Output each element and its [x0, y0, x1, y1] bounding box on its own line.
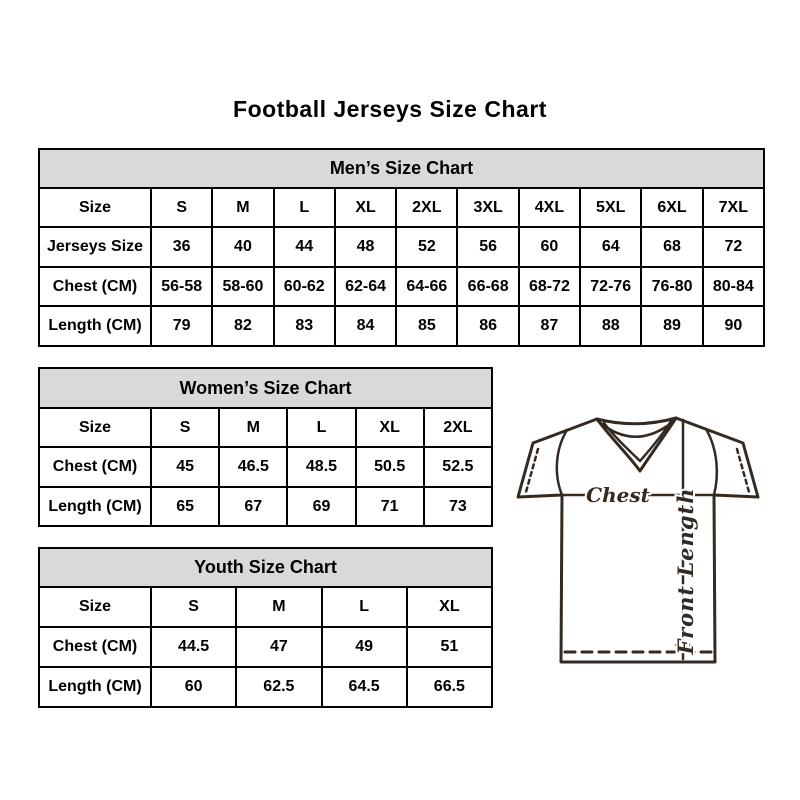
table-cell: 90: [703, 306, 764, 346]
table-cell: 56-58: [151, 267, 212, 306]
table-cell: 46.5: [219, 447, 287, 487]
table-cell: 79: [151, 306, 212, 346]
table-cell: S: [151, 587, 236, 627]
table-cell: 86: [457, 306, 518, 346]
row-label: Chest (CM): [39, 627, 151, 667]
table-cell: 51: [407, 627, 492, 667]
table-cell: 67: [219, 487, 287, 526]
table-cell: 89: [641, 306, 702, 346]
chest-label: Chest: [586, 483, 650, 507]
table-cell: 47: [236, 627, 321, 667]
row-label: Length (CM): [39, 487, 151, 526]
table-cell: 76-80: [641, 267, 702, 306]
row-label: Size: [39, 188, 151, 227]
table-cell: 3XL: [457, 188, 518, 227]
table-cell: L: [322, 587, 407, 627]
row-label: Size: [39, 408, 151, 447]
table-cell: 48.5: [287, 447, 355, 487]
table-cell: L: [287, 408, 355, 447]
table-cell: 60-62: [274, 267, 335, 306]
table-cell: XL: [335, 188, 396, 227]
table-cell: 52.5: [424, 447, 492, 487]
jersey-diagram: [505, 405, 770, 670]
table-cell: 68-72: [519, 267, 580, 306]
table-cell: S: [151, 188, 212, 227]
table-cell: 58-60: [212, 267, 273, 306]
table-cell: 5XL: [580, 188, 641, 227]
table-cell: 60: [151, 667, 236, 707]
row-label: Jerseys Size: [39, 227, 151, 267]
row-label: Chest (CM): [39, 447, 151, 487]
jersey-svg: [505, 405, 770, 670]
page-title: Football Jerseys Size Chart: [233, 96, 547, 122]
table-cell: 52: [396, 227, 457, 267]
table-cell: 85: [396, 306, 457, 346]
table-cell: S: [151, 408, 219, 447]
table-cell: 62-64: [335, 267, 396, 306]
front-length-label: Front Length: [673, 487, 698, 655]
table-cell: 64.5: [322, 667, 407, 707]
row-label: Length (CM): [39, 667, 151, 707]
table-cell: 49: [322, 627, 407, 667]
table-cell: 50.5: [356, 447, 424, 487]
table-cell: M: [212, 188, 273, 227]
table-cell: 6XL: [641, 188, 702, 227]
table-cell: 73: [424, 487, 492, 526]
table-cell: 72-76: [580, 267, 641, 306]
row-label: Size: [39, 587, 151, 627]
table-cell: 68: [641, 227, 702, 267]
table-cell: 56: [457, 227, 518, 267]
table-cell: 40: [212, 227, 273, 267]
table-cell: 44.5: [151, 627, 236, 667]
table-cell: 2XL: [396, 188, 457, 227]
table-cell: 80-84: [703, 267, 764, 306]
womens-table-title: Women’s Size Chart: [39, 368, 492, 408]
table-cell: 64-66: [396, 267, 457, 306]
table-cell: 66.5: [407, 667, 492, 707]
table-cell: XL: [407, 587, 492, 627]
table-cell: 65: [151, 487, 219, 526]
table-cell: 66-68: [457, 267, 518, 306]
table-cell: 87: [519, 306, 580, 346]
table-cell: M: [236, 587, 321, 627]
youth-size-table: [38, 547, 493, 708]
table-cell: 4XL: [519, 188, 580, 227]
youth-table-title: Youth Size Chart: [39, 548, 492, 587]
table-cell: 62.5: [236, 667, 321, 707]
row-label: Chest (CM): [39, 267, 151, 306]
mens-table-title: Men’s Size Chart: [39, 149, 764, 188]
womens-size-table: [38, 367, 493, 527]
table-cell: 48: [335, 227, 396, 267]
mens-size-table: [38, 148, 765, 347]
table-cell: XL: [356, 408, 424, 447]
table-cell: 7XL: [703, 188, 764, 227]
table-cell: 72: [703, 227, 764, 267]
row-label: Length (CM): [39, 306, 151, 346]
table-cell: 64: [580, 227, 641, 267]
table-cell: 36: [151, 227, 212, 267]
table-cell: 83: [274, 306, 335, 346]
table-cell: 2XL: [424, 408, 492, 447]
table-cell: L: [274, 188, 335, 227]
table-cell: 60: [519, 227, 580, 267]
table-cell: 44: [274, 227, 335, 267]
table-cell: 69: [287, 487, 355, 526]
table-cell: 82: [212, 306, 273, 346]
jersey-outline: [518, 418, 758, 662]
table-cell: 45: [151, 447, 219, 487]
table-cell: 88: [580, 306, 641, 346]
table-cell: 71: [356, 487, 424, 526]
table-cell: M: [219, 408, 287, 447]
table-cell: 84: [335, 306, 396, 346]
